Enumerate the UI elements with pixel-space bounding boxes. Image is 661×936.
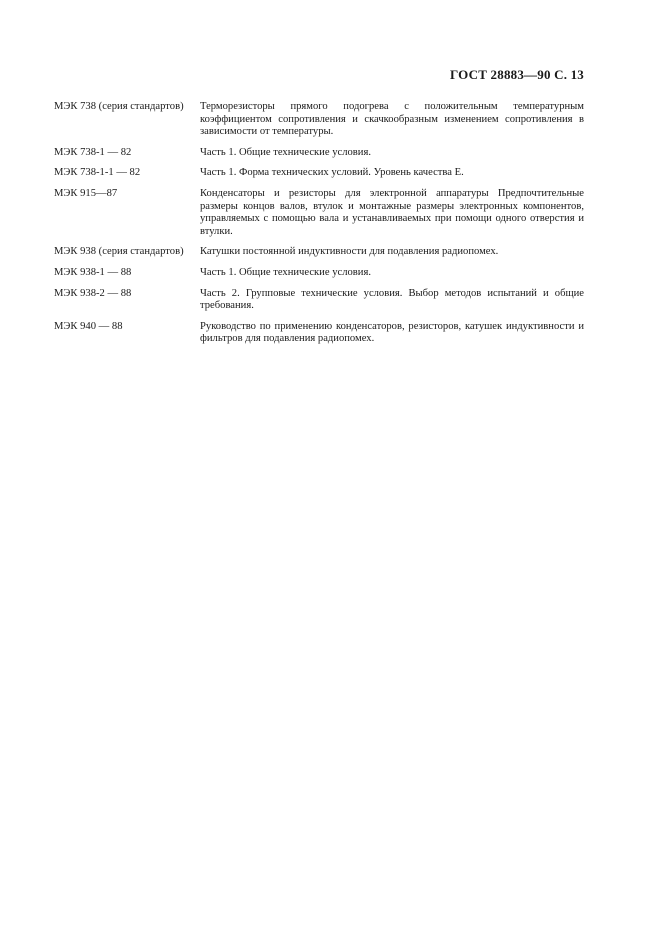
standard-description: Часть 1. Общие технические условия. bbox=[200, 266, 371, 278]
standard-code: МЭК 738 (серия стандартов) bbox=[54, 101, 184, 112]
page-header: ГОСТ 28883—90 С. 13 bbox=[450, 67, 584, 82]
standard-code: МЭК 938-1 — 88 bbox=[54, 266, 132, 278]
list-item bbox=[54, 246, 584, 259]
standard-description: Часть 1. Форма технических условий. Уровень качества Е. bbox=[200, 167, 464, 179]
list-item bbox=[54, 101, 584, 139]
standard-description: Терморезисторы прямого подогрева с положительным температурным коэффициентом сопротивления и скачкообразным изменением сопротивления в зависимости от температуры. bbox=[200, 101, 584, 138]
standard-code: МЭК 915—87 bbox=[54, 187, 118, 199]
standard-code: МЭК 738-1-1 — 82 bbox=[54, 167, 141, 179]
standards-list bbox=[54, 101, 584, 354]
standard-code: МЭК 940 — 88 bbox=[54, 320, 123, 332]
list-item bbox=[54, 267, 584, 280]
standard-description: Катушки постоянной индуктивности для подавления радиопомех. bbox=[200, 246, 499, 258]
standard-description: Руководство по применению конденсаторов, резисторов, катушек индуктивности и фильтров для подавления радиопомех. bbox=[200, 320, 584, 345]
standard-description: Часть 1. Общие технические условия. bbox=[200, 146, 371, 158]
standard-code: МЭК 738-1 — 82 bbox=[54, 146, 132, 158]
standard-code: МЭК 938-2 — 88 bbox=[54, 287, 132, 299]
list-item bbox=[54, 288, 584, 313]
list-item bbox=[54, 188, 584, 238]
list-item bbox=[54, 167, 584, 180]
list-item bbox=[54, 321, 584, 346]
list-item bbox=[54, 147, 584, 160]
standard-description: Часть 2. Групповые технические условия. Выбор методов испытаний и общие требования. bbox=[200, 287, 584, 312]
standard-code: МЭК 938 (серия стандартов) bbox=[54, 246, 184, 258]
standard-description: Конденсаторы и резисторы для электронной аппаратуры Предпочтительные размеры концов валов, втулок и монтажные размеры электронных компонентов, управляемых с помощью вала и устанавливаемых при помощи одного отверстия и втулки. bbox=[200, 187, 584, 237]
